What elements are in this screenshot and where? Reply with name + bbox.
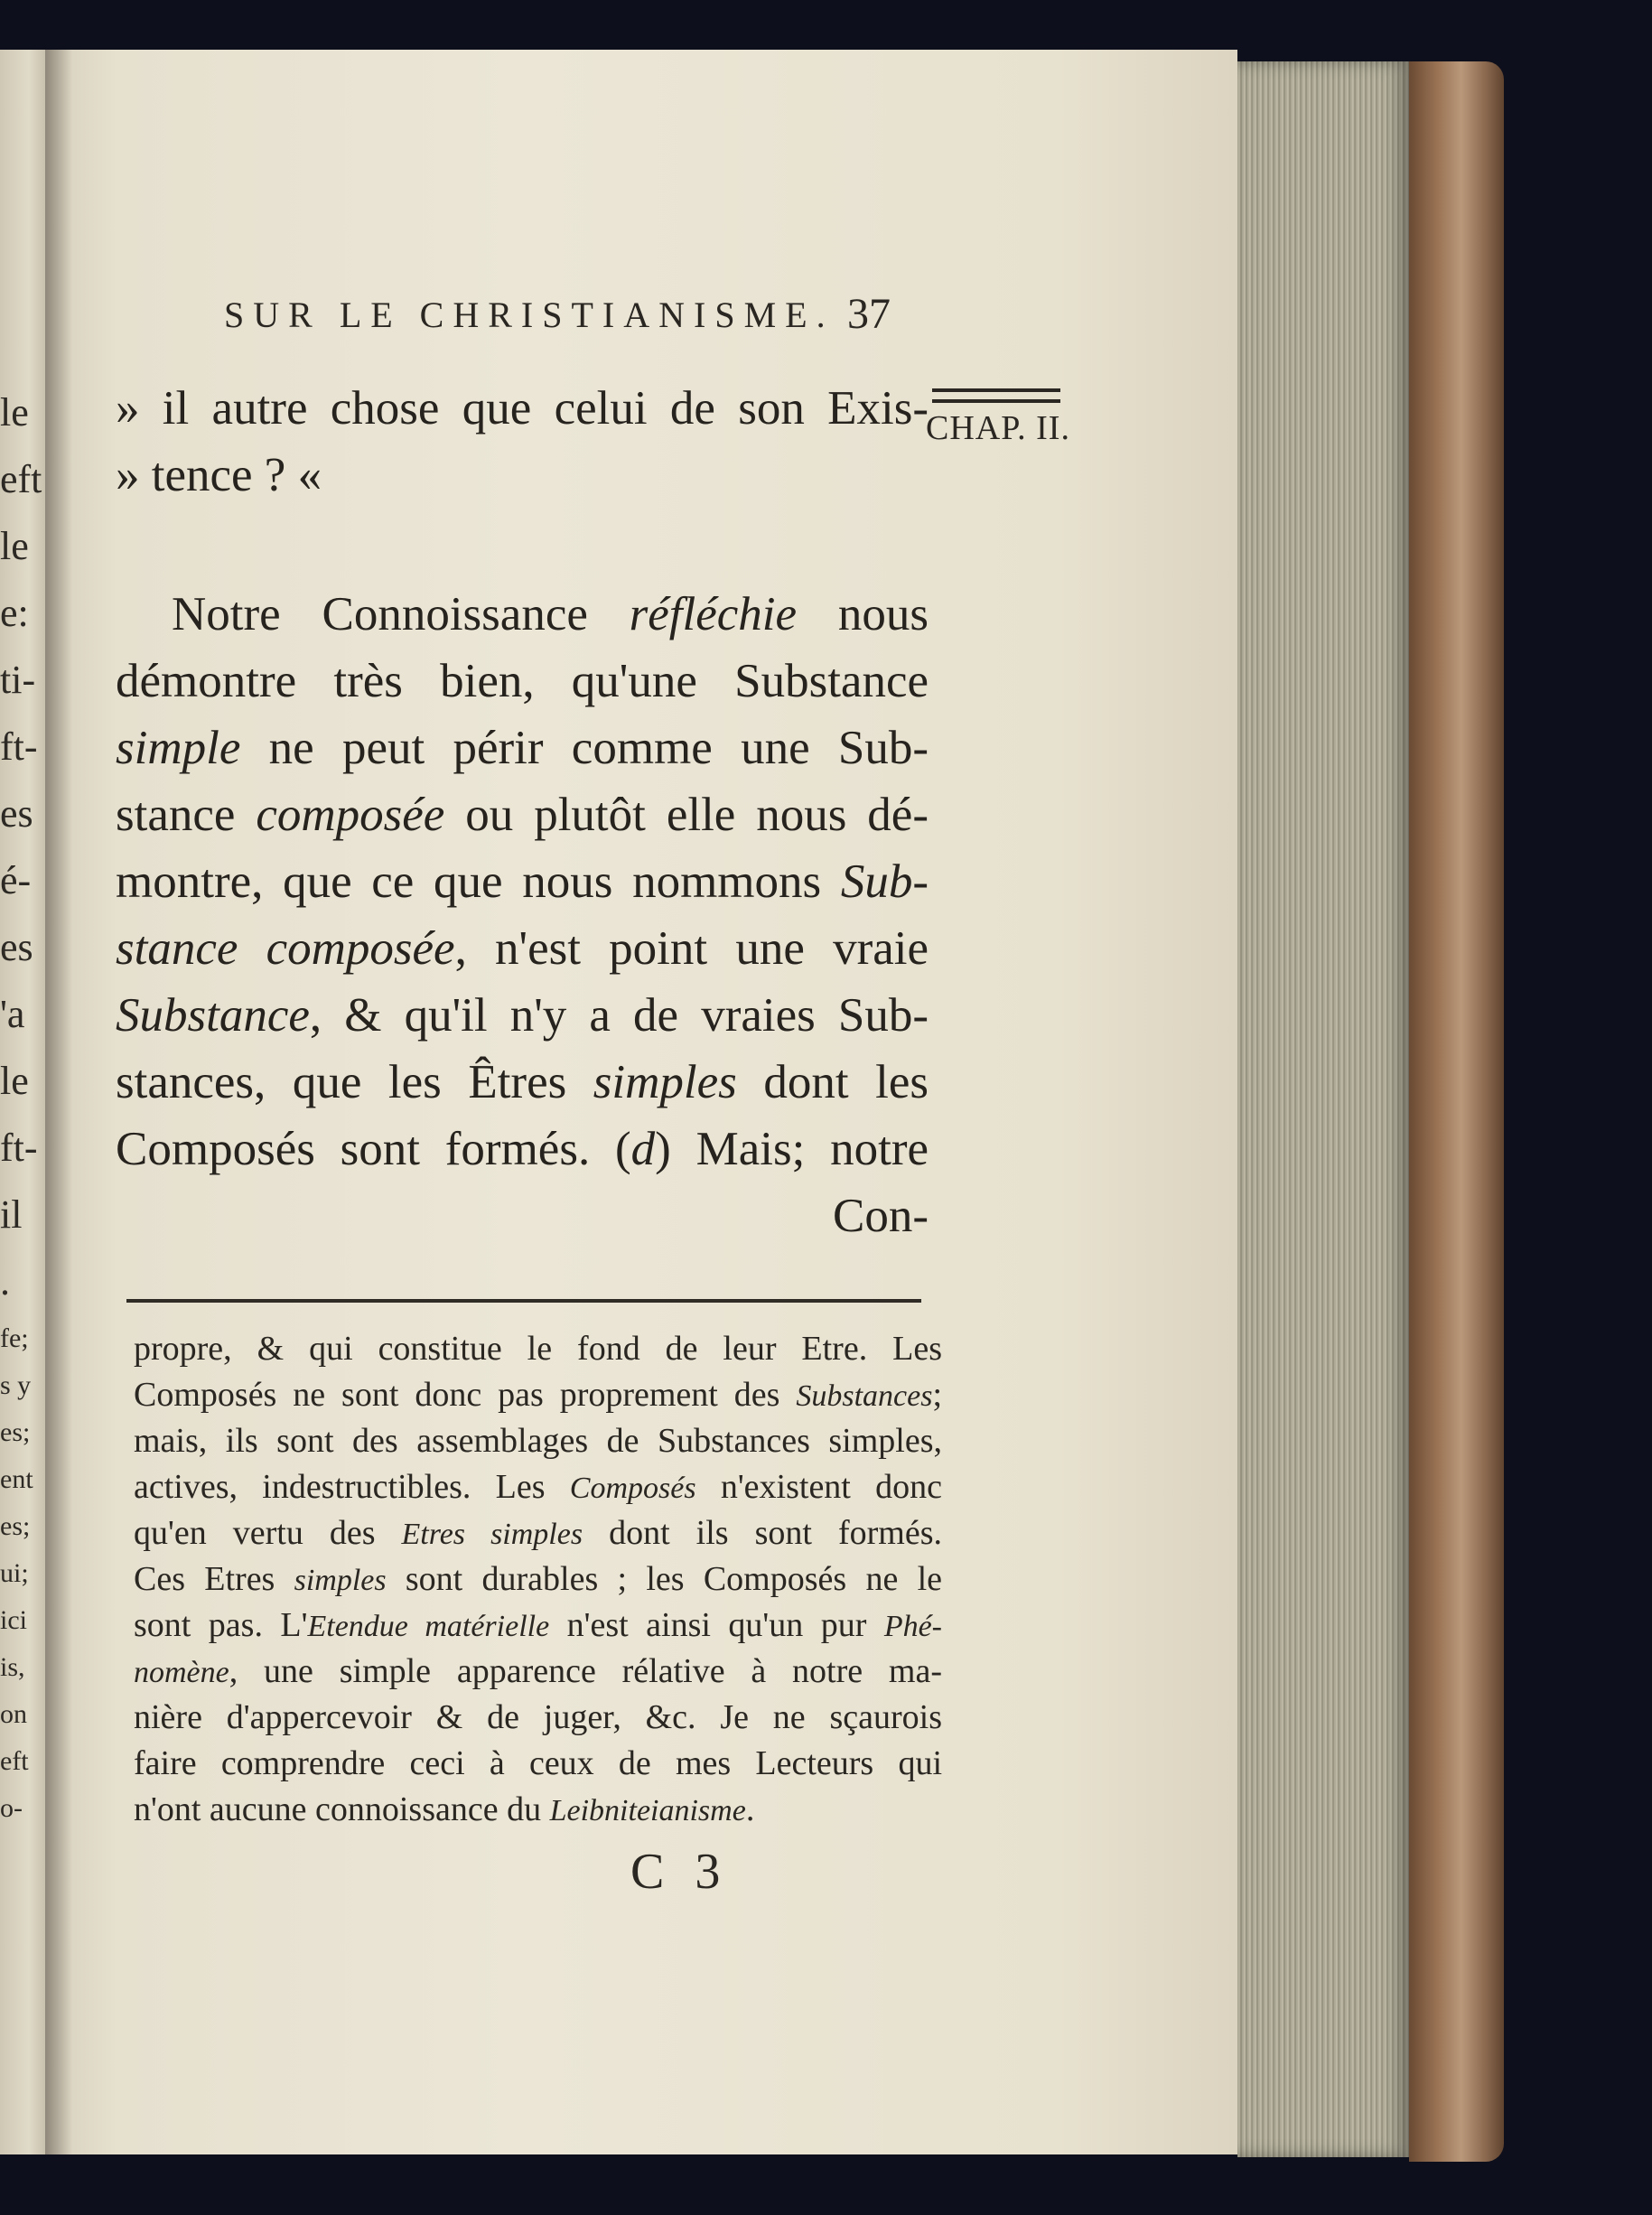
footnote-line: nomène, une simple apparence rélative à notre ma- bbox=[134, 1652, 942, 1690]
signature-mark: C 3 bbox=[630, 1844, 730, 1900]
text-line: simple ne peut périr comme une Sub- bbox=[116, 722, 929, 774]
text-line: montre, que ce que nous nommons Sub- bbox=[116, 855, 929, 908]
footnote-line: Ces Etres simples sont durables ; les Composés ne le bbox=[134, 1560, 943, 1598]
footnote-line: mais, ils sont des assemblages de Substances simples, bbox=[134, 1422, 942, 1460]
page-gutter-shadow bbox=[45, 50, 72, 2154]
margin-fragment: ici bbox=[0, 1605, 27, 1635]
margin-fragment: es; bbox=[0, 1417, 31, 1447]
margin-fragment: fe; bbox=[0, 1323, 29, 1353]
footnote-rule bbox=[126, 1299, 921, 1303]
footnote-line: faire comprendre ceci à ceux de mes Lecteurs qui bbox=[134, 1744, 942, 1782]
margin-fragment: o- bbox=[0, 1793, 23, 1823]
margin-fragment: ui; bbox=[0, 1558, 29, 1588]
chapter-label: CHAP. II. bbox=[926, 409, 1070, 447]
text-line: Substance, & qu'il n'y a de vraies Sub- bbox=[116, 989, 929, 1042]
margin-fragment: le bbox=[0, 1059, 29, 1103]
running-head: SUR LE CHRISTIANISME. bbox=[224, 294, 835, 335]
margin-fragment: eft bbox=[0, 457, 42, 501]
margin-fragment: es; bbox=[0, 1511, 31, 1541]
margin-fragment: il bbox=[0, 1192, 23, 1237]
margin-fragment: ti- bbox=[0, 658, 36, 702]
margin-fragment: is, bbox=[0, 1652, 25, 1682]
margin-fragment: le bbox=[0, 390, 29, 435]
chapter-rule bbox=[932, 388, 1060, 403]
footnote-line: actives, indestructibles. Les Composés n'existent donc bbox=[134, 1468, 942, 1506]
leather-cover bbox=[1409, 61, 1504, 2162]
body-text bbox=[116, 375, 929, 1249]
text-line: stances, que les Êtres simples dont les bbox=[116, 1056, 929, 1108]
margin-fragment: es bbox=[0, 925, 33, 969]
margin-fragment: eft bbox=[0, 1746, 29, 1776]
margin-fragment: ft- bbox=[0, 724, 38, 769]
footnote-line: n'ont aucune connoissance du Leibniteianisme. bbox=[134, 1790, 755, 1828]
margin-fragment: es bbox=[0, 791, 33, 836]
text-line: démontre très bien, qu'une Substance bbox=[116, 655, 929, 707]
page-block-edges bbox=[1237, 61, 1409, 2157]
footnote-line: qu'en vertu des Etres simples dont ils sont formés. bbox=[134, 1514, 943, 1552]
margin-fragment: ent bbox=[0, 1464, 33, 1494]
footnote-line: nière d'appercevoir & de juger, &c. Je ne sçaurois bbox=[134, 1698, 942, 1736]
text-line: » tence ? « bbox=[116, 449, 322, 501]
text-line: stance composée, n'est point une vraie bbox=[116, 922, 929, 975]
margin-fragment: e: bbox=[0, 591, 29, 635]
page-number: 37 bbox=[847, 290, 891, 338]
margin-fragment: ft- bbox=[0, 1126, 38, 1170]
catchword: Con- bbox=[833, 1190, 929, 1242]
margin-fragment: . bbox=[0, 1259, 10, 1304]
margin-fragment: s y bbox=[0, 1370, 32, 1400]
footnote-line: sont pas. L'Etendue matérielle n'est ainsi qu'un pur Phé- bbox=[134, 1606, 942, 1644]
margin-fragment: é- bbox=[0, 858, 32, 902]
text-line: Composés sont formés. (d) Mais; notre bbox=[116, 1123, 929, 1175]
text-line: Notre Connoissance réfléchie nous bbox=[172, 588, 929, 640]
margin-fragment: 'a bbox=[0, 992, 25, 1036]
footnote-line: Composés ne sont donc pas proprement des Substances; bbox=[134, 1376, 942, 1414]
text-line: stance composée ou plutôt elle nous dé- bbox=[116, 789, 929, 841]
footnote bbox=[134, 1326, 942, 1833]
margin-fragment: on bbox=[0, 1699, 27, 1729]
margin-fragment: le bbox=[0, 524, 29, 568]
footnote-line: propre, & qui constitue le fond de leur Etre. Les bbox=[134, 1330, 942, 1368]
text-line: » il autre chose que celui de son Exis- bbox=[116, 382, 929, 435]
